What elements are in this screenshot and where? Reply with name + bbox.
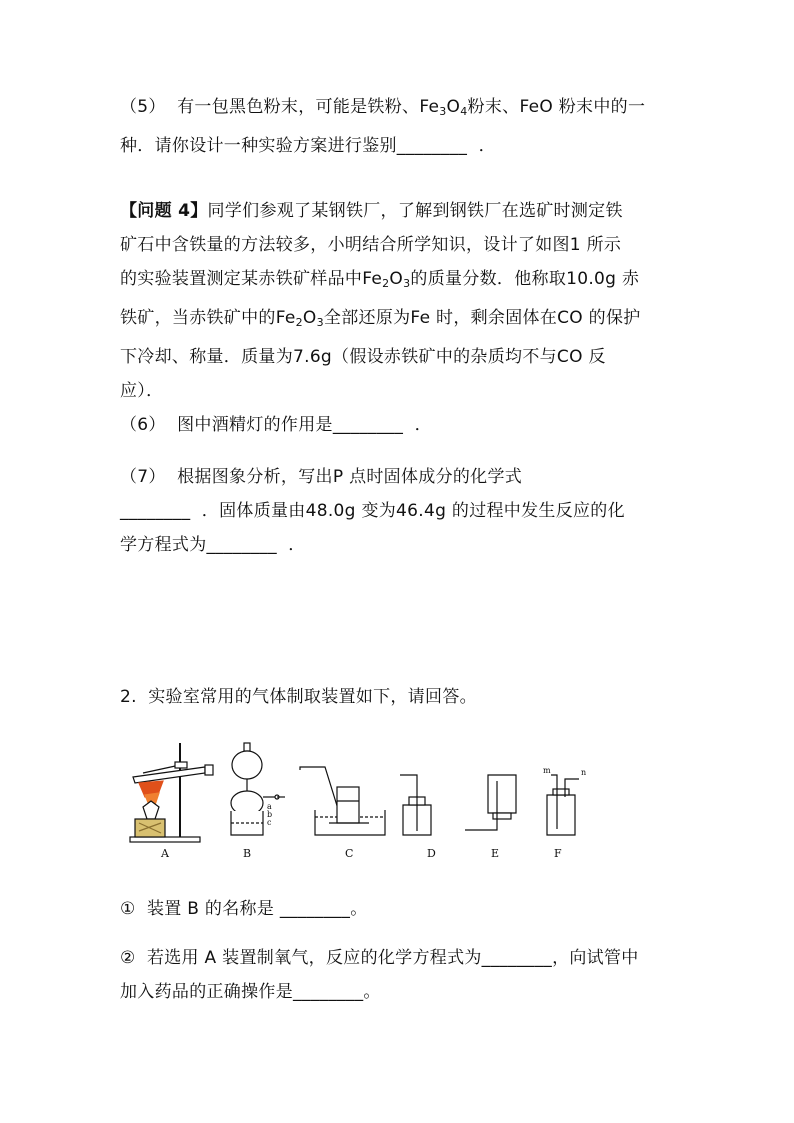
port-n-label: n: [581, 768, 587, 777]
label-e: E: [491, 847, 500, 860]
test-tube: [133, 767, 205, 783]
valve-letter-b: b: [267, 810, 273, 819]
lamp-body: [143, 801, 159, 819]
port-m-label: m: [543, 766, 551, 775]
question-2-intro: [120, 680, 680, 714]
question-2-sub1-line: ① 装置 B 的名称是 ________。: [120, 899, 368, 919]
question-5-line1: （5） 有一包黑色粉末，可能是铁粉、$Fe_3O_4$粉末、FeO 粉末中的一: [120, 97, 646, 118]
apparatus-b: [231, 743, 285, 835]
apparatus-figure: [125, 735, 595, 865]
question-2-sub2: [120, 941, 680, 1009]
problem-4-line6: 应）．: [120, 381, 164, 401]
problem-4-line2: 矿石中含铁量的方法较多，小明结合所学知识，设计了如图1 所示: [120, 235, 622, 255]
question-6: [120, 408, 680, 442]
question-5-line2: 种．请你设计一种实验方案进行鉴别________ ．: [120, 136, 496, 156]
question-7: [120, 460, 680, 562]
problem-4-line1: 【问题 4】同学们参观了某钢铁厂，了解到钢铁厂在选矿时测定铁: [120, 201, 623, 221]
problem-4: [120, 194, 680, 408]
funnel-bulb: [232, 751, 262, 779]
valve-letter-a: a: [267, 802, 272, 811]
question-7-line3: 学方程式为________ ．: [120, 535, 306, 555]
label-c: C: [345, 847, 354, 860]
label-b: B: [243, 847, 252, 860]
problem-4-line3: 的实验装置测定某赤铁矿样品中$Fe_2O_3$的质量分数．他称取10.0g 赤: [120, 269, 640, 290]
bottle-f: [547, 795, 575, 835]
apparatus-e: [465, 775, 516, 830]
apparatus-c: [300, 767, 385, 835]
problem-4-line5: 下冷却、称量．质量为7.6g（假设赤铁矿中的杂质均不与CO 反: [120, 347, 606, 367]
question-2-sub2-line1: ② 若选用 A 装置制氧气，反应的化学方程式为________，向试管中: [120, 948, 639, 968]
apparatus-a: [130, 743, 213, 842]
problem-4-line4: 铁矿，当赤铁矿中的$Fe_2O_3$全部还原为Fe 时，剩余固体在CO 的保护: [120, 308, 641, 329]
apparatus-d: [400, 775, 431, 835]
bottle-e: [488, 775, 516, 813]
stand-base: [130, 837, 200, 842]
tube-stopper: [205, 765, 213, 775]
question-2-sub1: [120, 892, 680, 926]
question-7-line2: ________ ．固体质量由48.0g 变为46.4g 的过程中发生反应的化: [120, 501, 625, 521]
apparatus-f: [547, 775, 579, 835]
question-2-sub2-line2: 加入药品的正确操作是________。: [120, 982, 381, 1002]
question-7-line1: （7） 根据图象分析，写出P 点时固体成分的化学式: [120, 467, 523, 487]
question-6-line: （6） 图中酒精灯的作用是________ ．: [120, 415, 432, 435]
clamp-head: [175, 762, 187, 768]
funnel-stopper: [244, 743, 250, 751]
valve-letter-c: c: [267, 818, 272, 827]
label-f: F: [554, 847, 562, 860]
gas-jar: [337, 787, 359, 823]
question-5: [120, 90, 680, 163]
label-a: A: [161, 847, 169, 860]
question-2-intro-line: 2. 实验室常用的气体制取装置如下，请回答。: [120, 687, 477, 707]
label-d: D: [427, 847, 436, 860]
